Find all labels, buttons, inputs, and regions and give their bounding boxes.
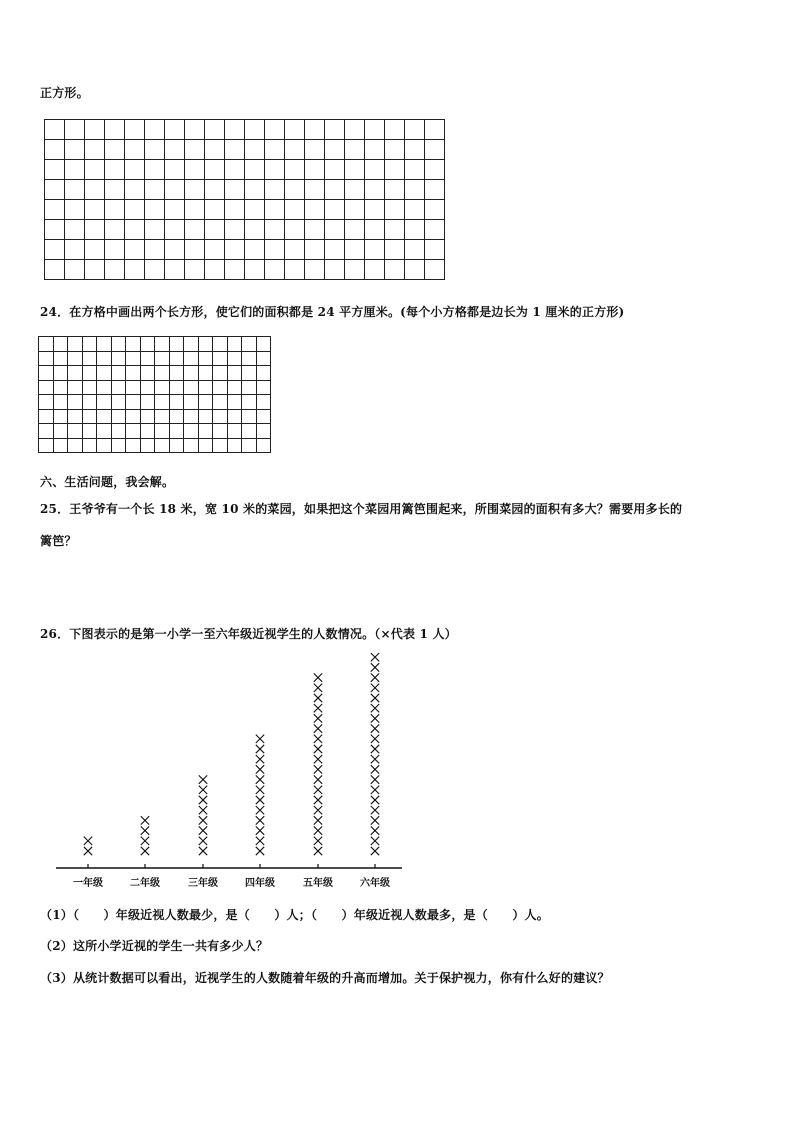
x-marker [256, 847, 264, 855]
x-marker [371, 786, 379, 794]
x-marker [371, 755, 379, 763]
x-marker [314, 735, 322, 743]
x-marker [256, 745, 264, 753]
x-marker [141, 847, 149, 855]
x-marker [371, 704, 379, 712]
x-marker [256, 796, 264, 804]
x-marker [314, 826, 322, 834]
category-label: 六年级 [360, 878, 390, 889]
x-marker [141, 837, 149, 845]
x-marker [256, 786, 264, 794]
x-marker [199, 796, 207, 804]
question-25-line2: 篱笆？ [40, 534, 77, 548]
marker-column [371, 653, 379, 855]
x-marker [199, 775, 207, 783]
category-label: 二年级 [130, 878, 160, 889]
x-marker [199, 837, 207, 845]
marker-column [256, 735, 264, 856]
x-marker [371, 724, 379, 732]
question-26-sub3: （3）从统计数据可以看出，近视学生的人数随着年级的升高而增加。关于保护视力，你有什么好的建议？ [40, 971, 610, 985]
x-marker [371, 847, 379, 855]
x-marker [256, 755, 264, 763]
q23-tail-text: 正方形。 [40, 86, 89, 100]
x-marker [199, 826, 207, 834]
x-marker [314, 786, 322, 794]
x-marker [371, 745, 379, 753]
x-marker [371, 684, 379, 692]
x-marker [199, 847, 207, 855]
x-marker [371, 714, 379, 722]
category-label: 五年级 [303, 878, 333, 889]
x-marker [199, 786, 207, 794]
x-marker [314, 673, 322, 681]
x-marker [371, 673, 379, 681]
x-marker [84, 837, 92, 845]
x-marker [256, 837, 264, 845]
x-marker [371, 653, 379, 661]
x-marker [199, 816, 207, 824]
x-marker [256, 735, 264, 743]
x-marker [256, 816, 264, 824]
section-6-heading: 六、生活问题，我会解。 [40, 475, 175, 489]
x-marker [314, 796, 322, 804]
x-marker [371, 796, 379, 804]
question-26-sub2: （2）这所小学近视的学生一共有多少人？ [40, 939, 269, 953]
x-marker [371, 663, 379, 671]
marker-column [84, 837, 92, 856]
x-marker [314, 724, 322, 732]
category-label: 三年级 [188, 878, 218, 889]
x-marker [314, 816, 322, 824]
x-marker [371, 837, 379, 845]
x-marker [314, 837, 322, 845]
x-marker [371, 765, 379, 773]
x-marker [314, 775, 322, 783]
x-marker [314, 755, 322, 763]
x-marker [371, 826, 379, 834]
x-marker [314, 847, 322, 855]
question-26-intro: 26．下图表示的是第一小学一至六年级近视学生的人数情况。（×代表 1 人） [40, 627, 457, 641]
question-24-text: 24．在方格中画出两个长方形，使它们的面积都是 24 平方厘米。(每个小方格都是边长为 1 厘米的正方形) [40, 305, 625, 319]
x-marker [371, 806, 379, 814]
x-marker [371, 816, 379, 824]
x-marker [371, 694, 379, 702]
x-marker [314, 714, 322, 722]
x-marker [256, 826, 264, 834]
x-marker [141, 826, 149, 834]
marker-column [199, 775, 207, 855]
x-marker [256, 775, 264, 783]
x-marker [314, 765, 322, 773]
category-label: 一年级 [73, 878, 103, 889]
x-marker [199, 806, 207, 814]
x-marker [314, 704, 322, 712]
x-marker [371, 775, 379, 783]
x-marker [314, 684, 322, 692]
x-marker [314, 694, 322, 702]
question-25-line1: 25．王爷爷有一个长 18 米，宽 10 米的菜园，如果把这个菜园用篱笆围起来，所围菜园的面积有多大？需要用多长的 [40, 502, 683, 516]
x-marker [314, 806, 322, 814]
x-marker [371, 735, 379, 743]
x-marker [256, 765, 264, 773]
x-marker [84, 847, 92, 855]
marker-column [141, 816, 149, 855]
x-marker [314, 745, 322, 753]
marker-column [314, 673, 322, 855]
question-26-sub1: （1）（ ）年级近视人数最少，是（ ）人；（ ）年级近视人数最多，是（ ）人。 [40, 908, 549, 922]
x-marker [141, 816, 149, 824]
category-label: 四年级 [245, 878, 275, 889]
x-marker [256, 806, 264, 814]
